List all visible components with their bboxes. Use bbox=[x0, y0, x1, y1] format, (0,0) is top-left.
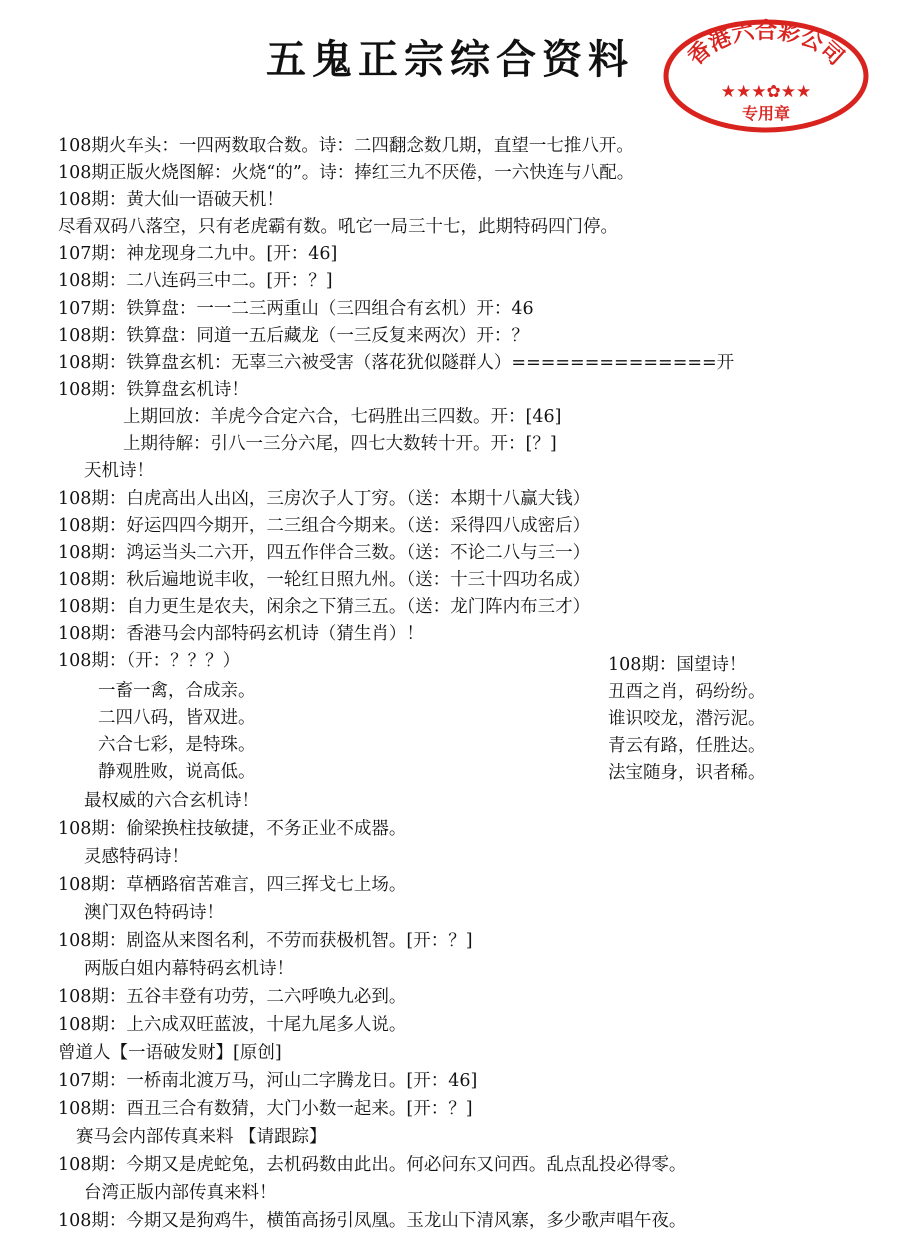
text-line: 108期：鸿运当头二六开，四五作伴合三数。（送：不论二八与三一） bbox=[58, 543, 591, 563]
text-line: 108期：铁算盘：同道一五后藏龙（一三反复来两次）开：？ bbox=[58, 326, 529, 346]
poem-line: 一畜一禽，合成亲。 bbox=[98, 681, 256, 701]
text-line: 108期：自力更生是农夫，闲余之下猜三五。（送：龙门阵内布三才） bbox=[58, 597, 591, 617]
side-poem-line: 青云有路，任胜达。 bbox=[608, 736, 766, 756]
side-poem-line: 法宝随身，识者稀。 bbox=[608, 763, 766, 783]
text-line: 108期正版火烧图解：火烧“的”。诗：捧红三九不厌倦，一六快连与八配。 bbox=[58, 163, 635, 183]
text-line: 108期：剧盗从来图名利，不劳而获极机智。[开：？] bbox=[58, 931, 473, 951]
text-line: 108期：黄大仙一语破天机！ bbox=[58, 190, 284, 210]
section-heading: 天机诗！ bbox=[84, 461, 154, 481]
text-line: 108期：（开：？？？） bbox=[58, 651, 241, 671]
section-heading: 澳门双色特码诗！ bbox=[84, 903, 224, 923]
company-seal bbox=[662, 18, 870, 134]
text-line: 108期：酉丑三合有数猜，大门小数一起来。[开：？] bbox=[58, 1099, 473, 1119]
seal-stars: ★★★✿★★ bbox=[720, 82, 812, 102]
section-heading: 曾道人【一语破发财】[原创] bbox=[58, 1043, 282, 1063]
text-line: 108期：今期又是狗鸡牛，横笛高扬引凤凰。玉龙山下清风寨，多少歌声唱午夜。 bbox=[58, 1211, 687, 1231]
text-line: 107期：铁算盘：一一二三两重山（三四组合有玄机）开：46 bbox=[58, 299, 534, 319]
text-line: 108期：秋后遍地说丰收，一轮红日照九州。（送：十三十四功名成） bbox=[58, 570, 591, 590]
text-line: 108期：草栖路宿苦难言，四三挥戈七上场。 bbox=[58, 875, 407, 895]
section-heading: 赛马会内部传真来料 【请跟踪】 bbox=[76, 1127, 327, 1147]
section-heading: 台湾正版内部传真来料！ bbox=[84, 1183, 277, 1203]
text-line: 108期：铁算盘玄机：无辜三六被受害（落花犹似隧群人）==============开 bbox=[58, 353, 735, 373]
text-line: 108期：香港马会内部特码玄机诗（猜生肖）！ bbox=[58, 624, 424, 644]
text-line: 上期待解：引八一三分六尾，四七大数转十开。开：[？] bbox=[123, 434, 557, 454]
text-line: 108期：铁算盘玄机诗！ bbox=[58, 380, 249, 400]
text-line: 107期：一桥南北渡万马，河山二字腾龙日。[开：46] bbox=[58, 1071, 478, 1091]
section-heading: 灵感特码诗！ bbox=[84, 847, 189, 867]
page-title: 五鬼正宗综合资料 bbox=[266, 37, 634, 83]
text-line: 108期：偷梁换柱技敏捷，不务正业不成器。 bbox=[58, 819, 407, 839]
section-heading: 两版白姐内幕特码玄机诗！ bbox=[84, 959, 294, 979]
side-poem-line: 谁识咬龙，潜污泥。 bbox=[608, 709, 766, 729]
poem-line: 六合七彩，是特珠。 bbox=[98, 735, 256, 755]
seal-bottom-text: 专用章 bbox=[741, 104, 791, 123]
side-poem-title: 108期：国望诗！ bbox=[608, 655, 747, 675]
side-poem-line: 丑酉之肖，码纷纷。 bbox=[608, 682, 766, 702]
poem-line: 静观胜败，说高低。 bbox=[98, 762, 256, 782]
seal-icon bbox=[662, 18, 870, 134]
text-line: 上期回放：羊虎今合定六合，七码胜出三四数。开：[46] bbox=[123, 407, 562, 427]
text-line: 108期：好运四四今期开，二三组合今期来。（送：采得四八成密后） bbox=[58, 516, 591, 536]
poem-line: 二四八码，皆双进。 bbox=[98, 708, 256, 728]
text-line: 108期火车头：一四两数取合数。诗：二四翻念数几期，直望一七推八开。 bbox=[58, 136, 634, 156]
text-line: 107期：神龙现身二九中。[开：46] bbox=[58, 244, 338, 264]
text-line: 108期：今期又是虎蛇兔，去机码数由此出。何必问东又问西。乱点乱投必得零。 bbox=[58, 1155, 687, 1175]
text-line: 尽看双码八落空，只有老虎霸有数。吼它一局三十七，此期特码四门停。 bbox=[58, 217, 618, 237]
text-line: 108期：上六成双旺蓝波，十尾九尾多人说。 bbox=[58, 1015, 407, 1035]
text-line: 108期：二八连码三中二。[开：？] bbox=[58, 271, 333, 291]
seal-arc-text: 香港六合彩公司 bbox=[683, 19, 849, 71]
text-line: 108期：白虎高出人出凶，三房次子人丁穷。（送：本期十八赢大钱） bbox=[58, 489, 591, 509]
text-line: 108期：五谷丰登有功劳，二六呼唤九必到。 bbox=[58, 987, 407, 1007]
section-heading: 最权威的六合玄机诗！ bbox=[84, 791, 259, 811]
